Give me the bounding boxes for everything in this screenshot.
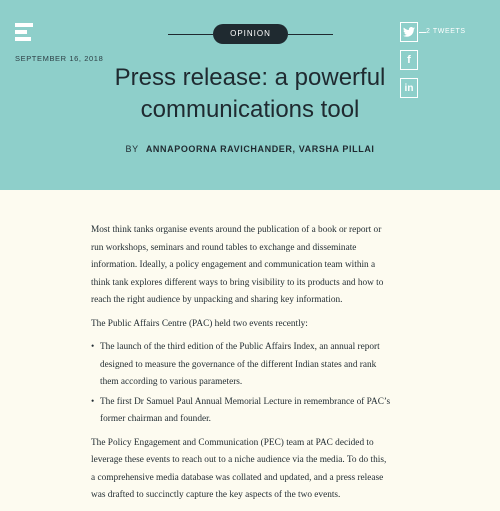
paragraph: Most think tanks organise events around the publication of a book or report or run workshops, seminars and round tables to exchange and disseminate information. Ideally, a policy engagement and communication team within a think tank explores different ways to bring visibility to its products and how to reach the right audience by unpacking and sharing key information. (91, 225, 384, 305)
facebook-share-button[interactable] (400, 50, 418, 70)
byline-prefix: BY (125, 144, 139, 154)
facebook-icon: f (407, 54, 411, 66)
publish-date: SEPTEMBER 16, 2018 (15, 54, 104, 63)
article-body (91, 222, 391, 511)
byline (80, 144, 420, 154)
twitter-share-button[interactable] (400, 22, 418, 42)
tweet-count[interactable]: 2 TWEETS (426, 28, 466, 35)
category-badge[interactable]: OPINION (213, 24, 288, 44)
event-list (91, 339, 391, 429)
article-header (0, 0, 500, 190)
paragraph: The Policy Engagement and Communication (PEC) team at PAC decided to leverage these events to reach out to a niche audience via the media. To do this, a comprehensive media database was collated and updated, and a press release was drafted to succinctly capture the key aspects of the two events. (91, 437, 387, 500)
category-label (168, 24, 333, 44)
twitter-icon (403, 27, 415, 37)
social-share (400, 22, 466, 106)
site-logo-icon[interactable] (15, 23, 33, 41)
list-item: • The first Dr Samuel Paul Annual Memorial Lecture in remembrance of PAC’s former chairman and founder. (100, 394, 391, 429)
author-links[interactable]: ANNAPOORNA RAVICHANDER, VARSHA PILLAI (145, 144, 375, 154)
linkedin-icon: in (404, 82, 414, 94)
divider (288, 34, 333, 35)
divider (168, 34, 213, 35)
article-title: Press release: a powerful communications tool (114, 64, 386, 123)
linkedin-share-button[interactable] (400, 78, 418, 98)
divider (419, 32, 426, 33)
paragraph: The Public Affairs Centre (PAC) held two events recently: (91, 318, 308, 329)
list-item: • The launch of the third edition of the Public Affairs Index, an annual report designed to measure the governance of the different Indian states and rank them according to various parameters. (100, 339, 391, 392)
twitter-share-row (400, 22, 466, 42)
